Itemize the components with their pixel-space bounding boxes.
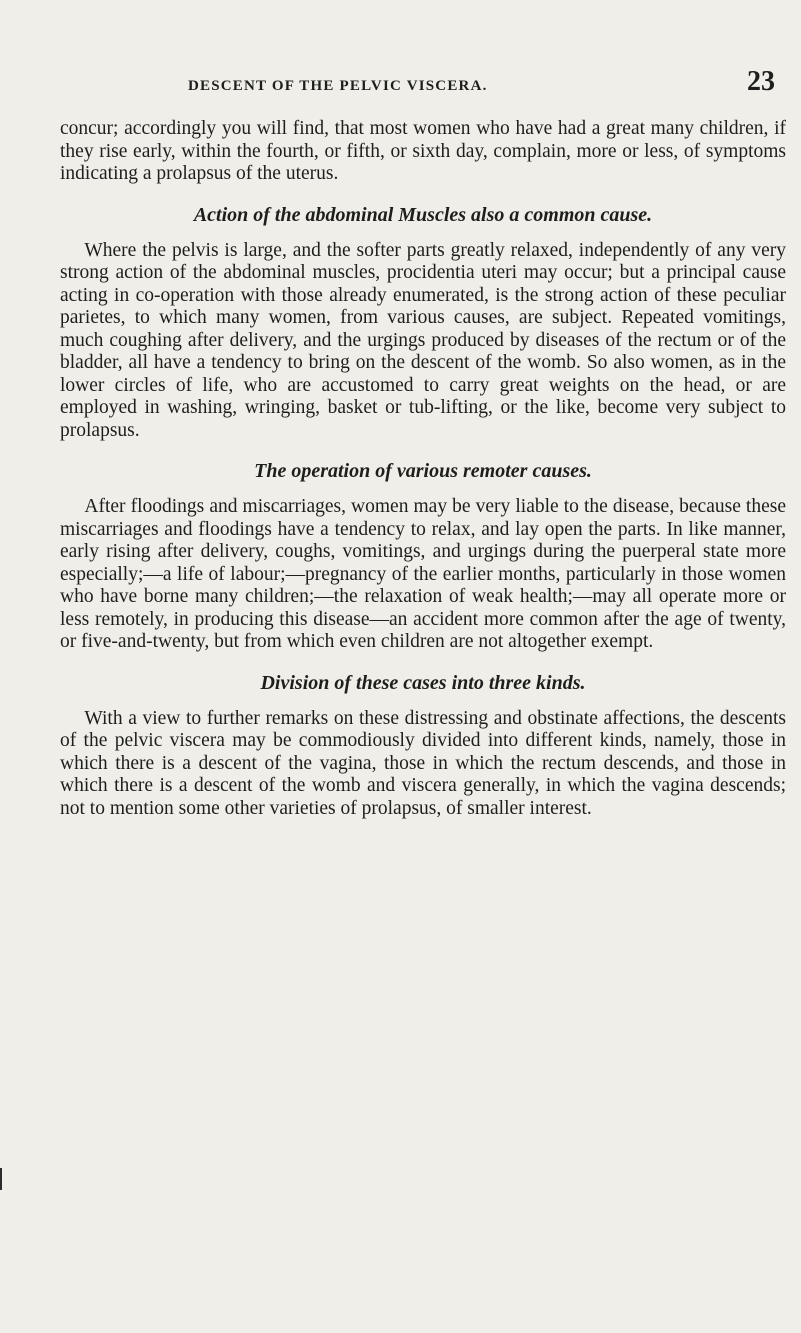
section-heading-remoter-causes: The operation of various remoter causes. [254,460,592,482]
page-number: 23 [747,66,775,97]
section-heading-abdominal-muscles: Action of the abdominal Muscles also a common cause. [193,203,653,226]
section-heading-three-kinds: Division of these cases into three kinds. [260,671,586,694]
paragraph-three-kinds: With a view to further remarks on these distressing and obstinate affections, the descents of the pelvic viscera may be commodiously divided into different kinds, namely, those in which there is a descent of the vagina, those in which the rectum descends, and those in which there is a descent of the womb and viscera generally, in which the vagina descends; not to mention some other varieties of prolapsus, of smaller interest. [60,707,786,819]
scan-edge-mark [0,1168,2,1190]
paragraph-abdominal-muscles: Where the pelvis is large, and the softer parts greatly relaxed, independently of any very strong action of the abdominal muscles, procidentia uteri may occur; but a principal cause acting in co-operation with those already enumerated, is the strong action of these peculiar parietes, to which many women, from various causes, are subject. Repeated vomitings, much coughing after delivery, and the urgings produced by diseases of the rectum or of the bladder, all have a tendency to bring on the descent of the womb. So also women, as in the lower circles of life, who are accustomed to carry great weights on the head, or are employed in washing, wringing, basket or tub-lifting, or the like, become very subject to prolapsus. [60,239,786,441]
paragraph-remoter-causes: After floodings and miscarriages, women may be very liable to the disease, because these miscarriages and floodings have a tendency to relax, and lay open the parts. In like manner, early rising after delivery, coughs, vomitings, and urgings during the puerperal state more especially;—a life of labour;—pregnancy of the earlier months, particularly in those women who have borne many children;—the relaxation of weak health;—may all operate more or less remotely, in producing this disease—an accident more common after the age of twenty, or five-and-twenty, but from which even children are not altogether exempt. [60,496,786,652]
paragraph-continued: concur; accordingly you will find, that most women who have had a great many children, if they rise early, within the fourth, or fifth, or sixth day, complain, more or less, of symptoms indicating a prolapsus of the uterus. [60,118,786,184]
running-title: DESCENT OF THE PELVIC VISCERA. [188,78,488,94]
body-text [60,118,786,820]
running-head [60,66,786,100]
